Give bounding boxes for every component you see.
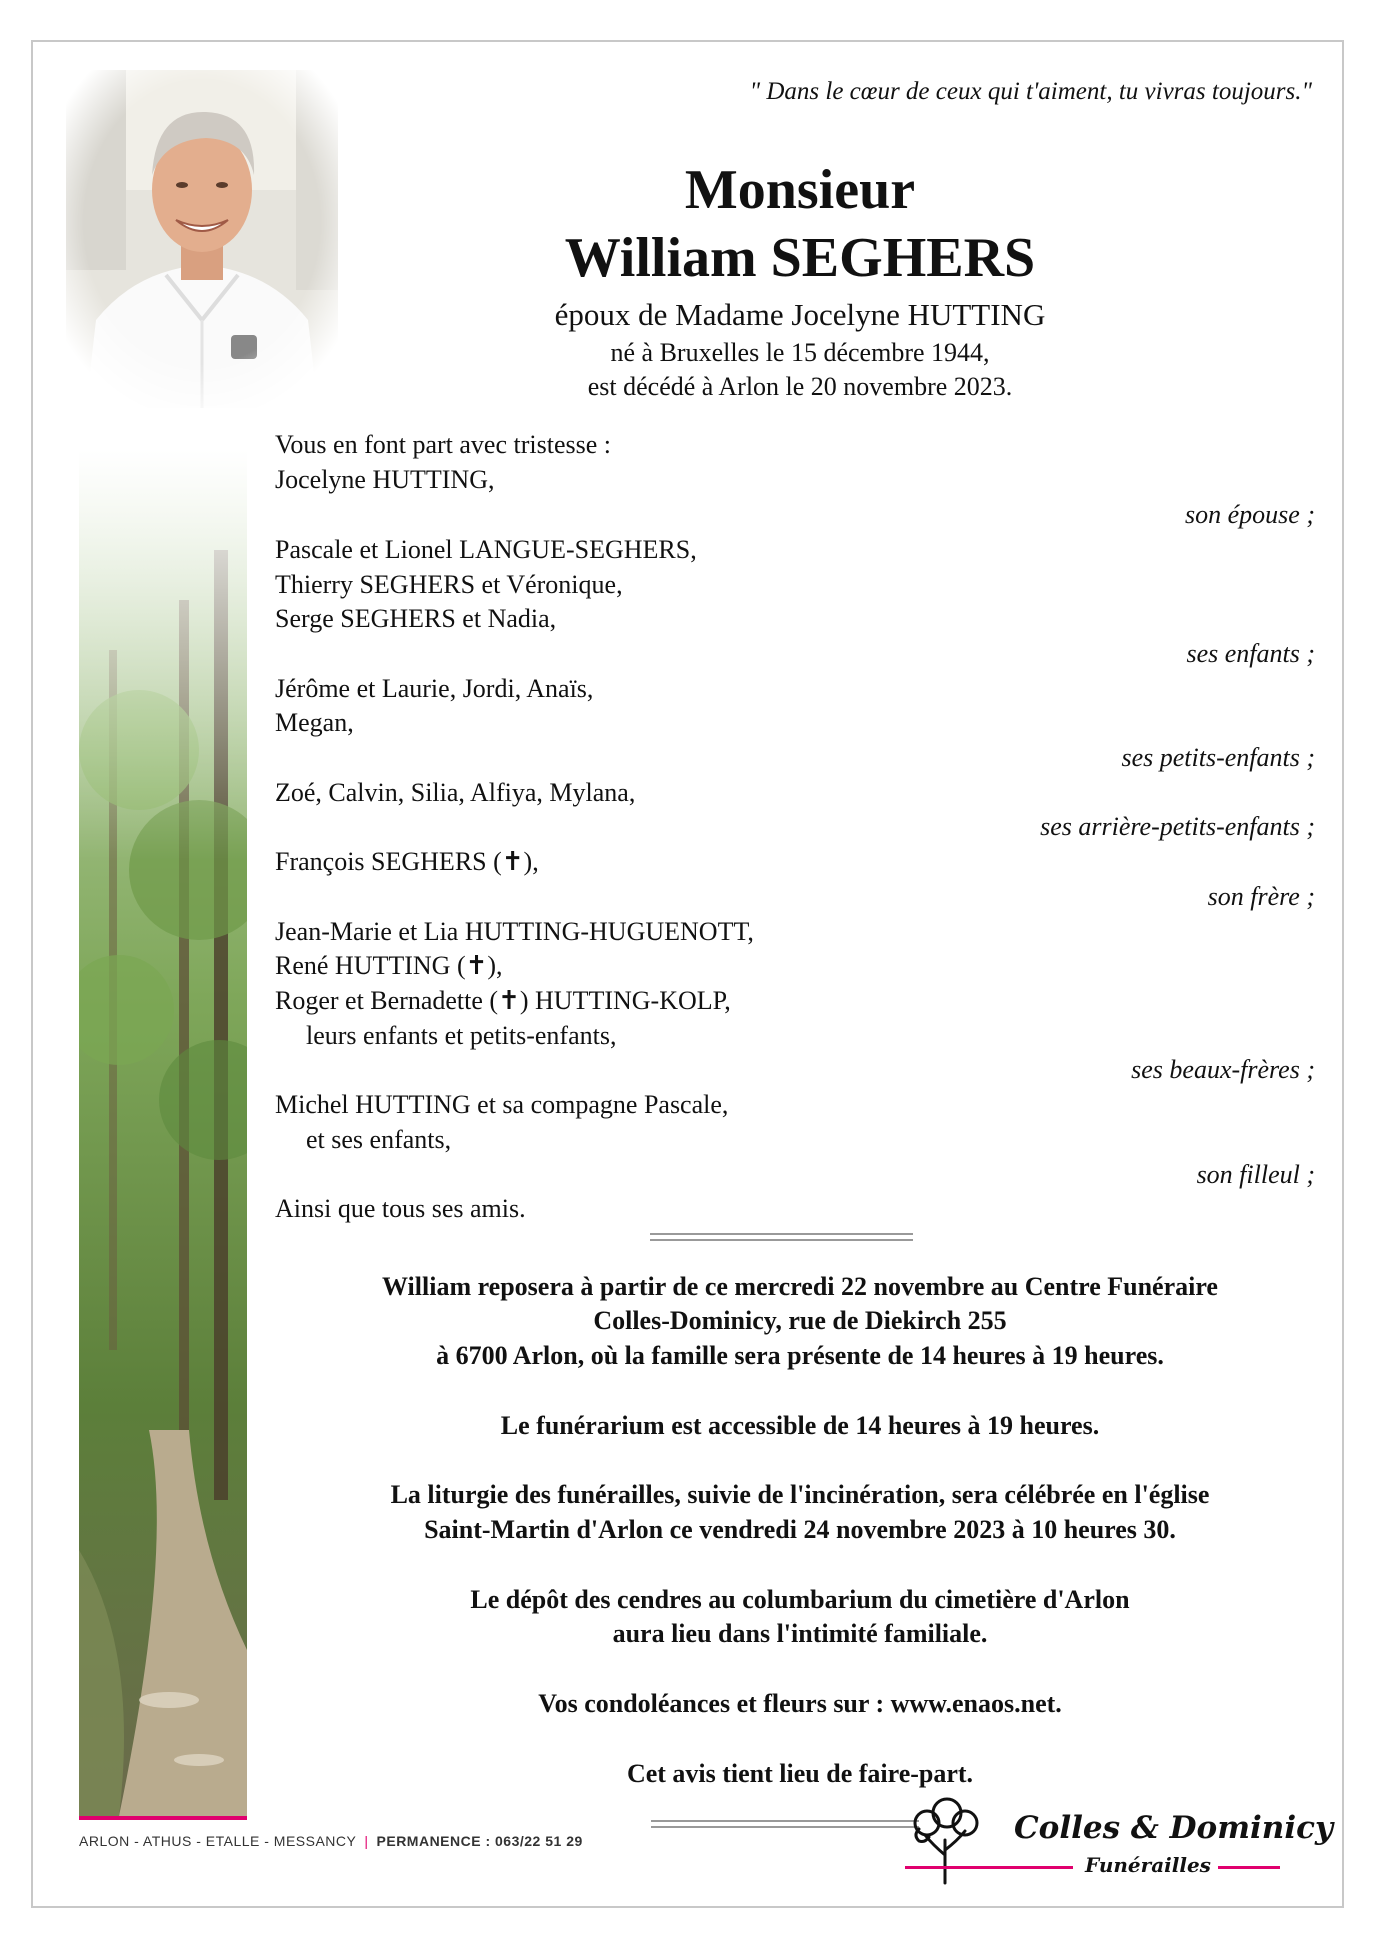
family-role: son frère ; — [1207, 882, 1315, 911]
family-role: son filleul ; — [1196, 1160, 1315, 1189]
footer-locations: ARLON - ATHUS - ETALLE - MESSANCY — [79, 1833, 357, 1849]
tree-logo-icon — [905, 1795, 985, 1887]
info-line: aura lieu dans l'intimité familiale. — [612, 1619, 988, 1648]
info-line: La liturgie des funérailles, suivie de l'incinération, sera célébrée en l'église — [390, 1480, 1210, 1509]
info-line: Colles-Dominicy, rue de Diekirch 255 — [593, 1306, 1007, 1335]
birth-line: né à Bruxelles le 15 décembre 1944, — [610, 338, 990, 367]
info-line: Le dépôt des cendres au columbarium du cimetière d'Arlon — [470, 1585, 1130, 1614]
condolences-line: Vos condoléances et fleurs sur : www.enaos.net. — [538, 1689, 1062, 1718]
family-role: son épouse ; — [1185, 500, 1315, 529]
title-honorific: Monsieur — [684, 159, 916, 221]
death-line: est décédé à Arlon le 20 novembre 2023. — [587, 372, 1013, 401]
info-line: Le funérarium est accessible de 14 heures à 19 heures. — [500, 1411, 1100, 1440]
family-role: ses enfants ; — [1186, 639, 1315, 668]
family-line: François SEGHERS (✝), — [275, 847, 539, 876]
logo-double-line — [651, 1820, 919, 1828]
family-line: Jérôme et Laurie, Jordi, Anaïs, — [275, 674, 594, 703]
footer-accent-bar — [79, 1816, 247, 1820]
family-line: Megan, — [275, 708, 354, 737]
logo-accent-left — [1005, 1866, 1073, 1869]
family-line: Serge SEGHERS et Nadia, — [275, 604, 557, 633]
family-role: ses petits-enfants ; — [1121, 743, 1315, 772]
family-line: Ainsi que tous ses amis. — [275, 1194, 526, 1223]
family-line: Thierry SEGHERS et Véronique, — [275, 570, 623, 599]
footer-separator: | — [364, 1833, 369, 1849]
family-line: et ses enfants, — [306, 1125, 452, 1154]
spouse-line: époux de Madame Jocelyne HUTTING — [554, 297, 1046, 332]
family-line: René HUTTING (✝), — [275, 951, 503, 980]
logo-name: Colles & Dominicy — [1014, 1810, 1333, 1846]
logo-accent-line — [905, 1866, 1005, 1869]
family-line: leurs enfants et petits-enfants, — [306, 1021, 617, 1050]
info-line: William reposera à partir de ce mercredi 22 novembre au Centre Funéraire — [382, 1272, 1218, 1301]
logo-accent-right — [1218, 1866, 1280, 1869]
deceased-name: William SEGHERS — [564, 227, 1036, 289]
logo-subtitle: Funérailles — [1085, 1853, 1211, 1877]
footer-info — [79, 1833, 583, 1849]
family-role: ses beaux-frères ; — [1131, 1055, 1315, 1084]
section-divider — [650, 1233, 913, 1241]
info-line: Saint-Martin d'Arlon ce vendredi 24 novembre 2023 à 10 heures 30. — [424, 1515, 1176, 1544]
family-line: Pascale et Lionel LANGUE-SEGHERS, — [275, 535, 697, 564]
memorial-quote: " Dans le cœur de ceux qui t'aiment, tu vivras toujours." — [749, 78, 1312, 105]
family-line: Michel HUTTING et sa compagne Pascale, — [275, 1090, 729, 1119]
family-intro: Vous en font part avec tristesse : — [275, 430, 611, 459]
family-line: Zoé, Calvin, Silia, Alfiya, Mylana, — [275, 778, 636, 807]
forest-path-image — [79, 450, 247, 1816]
family-line: Jocelyne HUTTING, — [275, 465, 495, 494]
notice-line: Cet avis tient lieu de faire-part. — [626, 1759, 974, 1788]
portrait-photo — [66, 70, 338, 408]
info-line: à 6700 Arlon, où la famille sera présente de 14 heures à 19 heures. — [436, 1341, 1164, 1370]
family-role: ses arrière-petits-enfants ; — [1040, 812, 1315, 841]
footer-permanence: PERMANENCE : 063/22 51 29 — [376, 1833, 583, 1849]
family-line: Roger et Bernadette (✝) HUTTING-KOLP, — [275, 986, 731, 1015]
family-line: Jean-Marie et Lia HUTTING-HUGUENOTT, — [275, 917, 754, 946]
